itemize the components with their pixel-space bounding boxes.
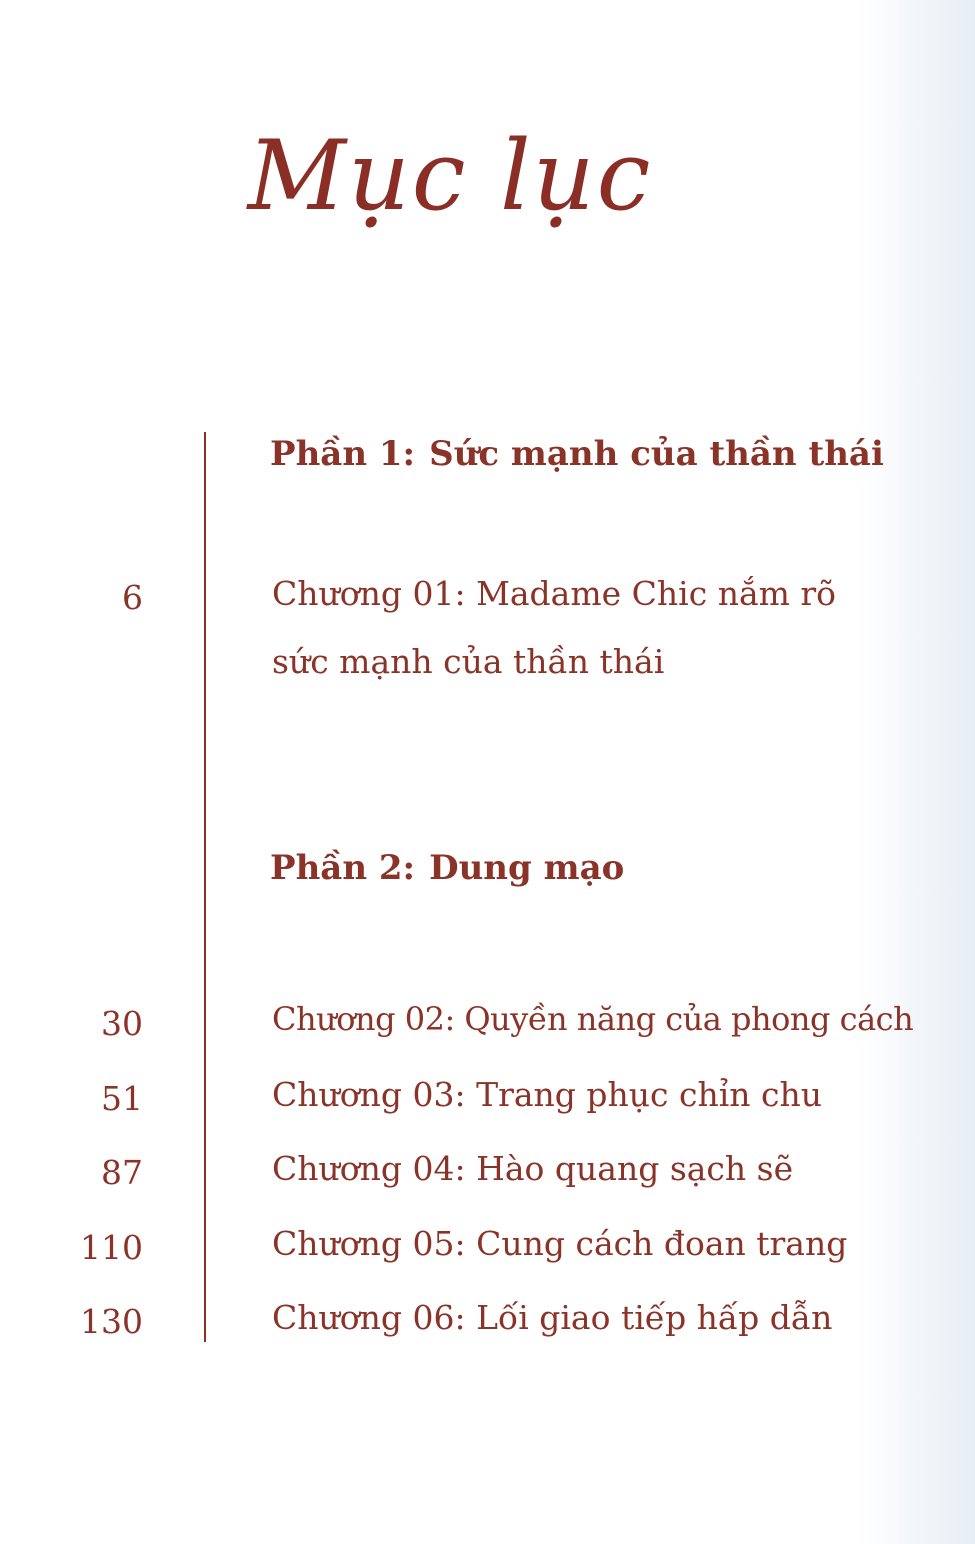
page-title: Mục lục [247, 120, 653, 232]
chapter-title: Chương 03: Trang phục chỉn chu [272, 1075, 823, 1114]
chapter-page-number: 51 [101, 1079, 143, 1118]
part-name: Sức mạnh của thần thái [429, 434, 884, 474]
vertical-divider [204, 432, 206, 1342]
part-label: Phần 1: [270, 434, 416, 474]
chapter-title-continued: sức mạnh của thần thái [272, 642, 665, 681]
chapter-title: Chương 02: Quyền năng của phong cách [272, 1000, 914, 1038]
chapter-page-number: 110 [80, 1228, 143, 1267]
chapter-title: Chương 04: Hào quang sạch sẽ [272, 1149, 794, 1188]
chapter-page-number: 6 [122, 578, 143, 617]
chapter-title: Chương 05: Cung cách đoan trang [272, 1224, 848, 1263]
part-label: Phần 2: [270, 848, 416, 888]
part-heading-2 [270, 848, 625, 888]
chapter-title: Chương 01: Madame Chic nắm rõ [272, 574, 837, 613]
chapter-title: Chương 06: Lối giao tiếp hấp dẫn [272, 1298, 833, 1337]
chapter-page-number: 87 [101, 1153, 143, 1192]
chapter-page-number: 30 [101, 1004, 143, 1043]
chapter-page-number: 130 [80, 1302, 143, 1341]
part-name: Dung mạo [429, 848, 625, 888]
part-heading-1 [270, 434, 884, 474]
